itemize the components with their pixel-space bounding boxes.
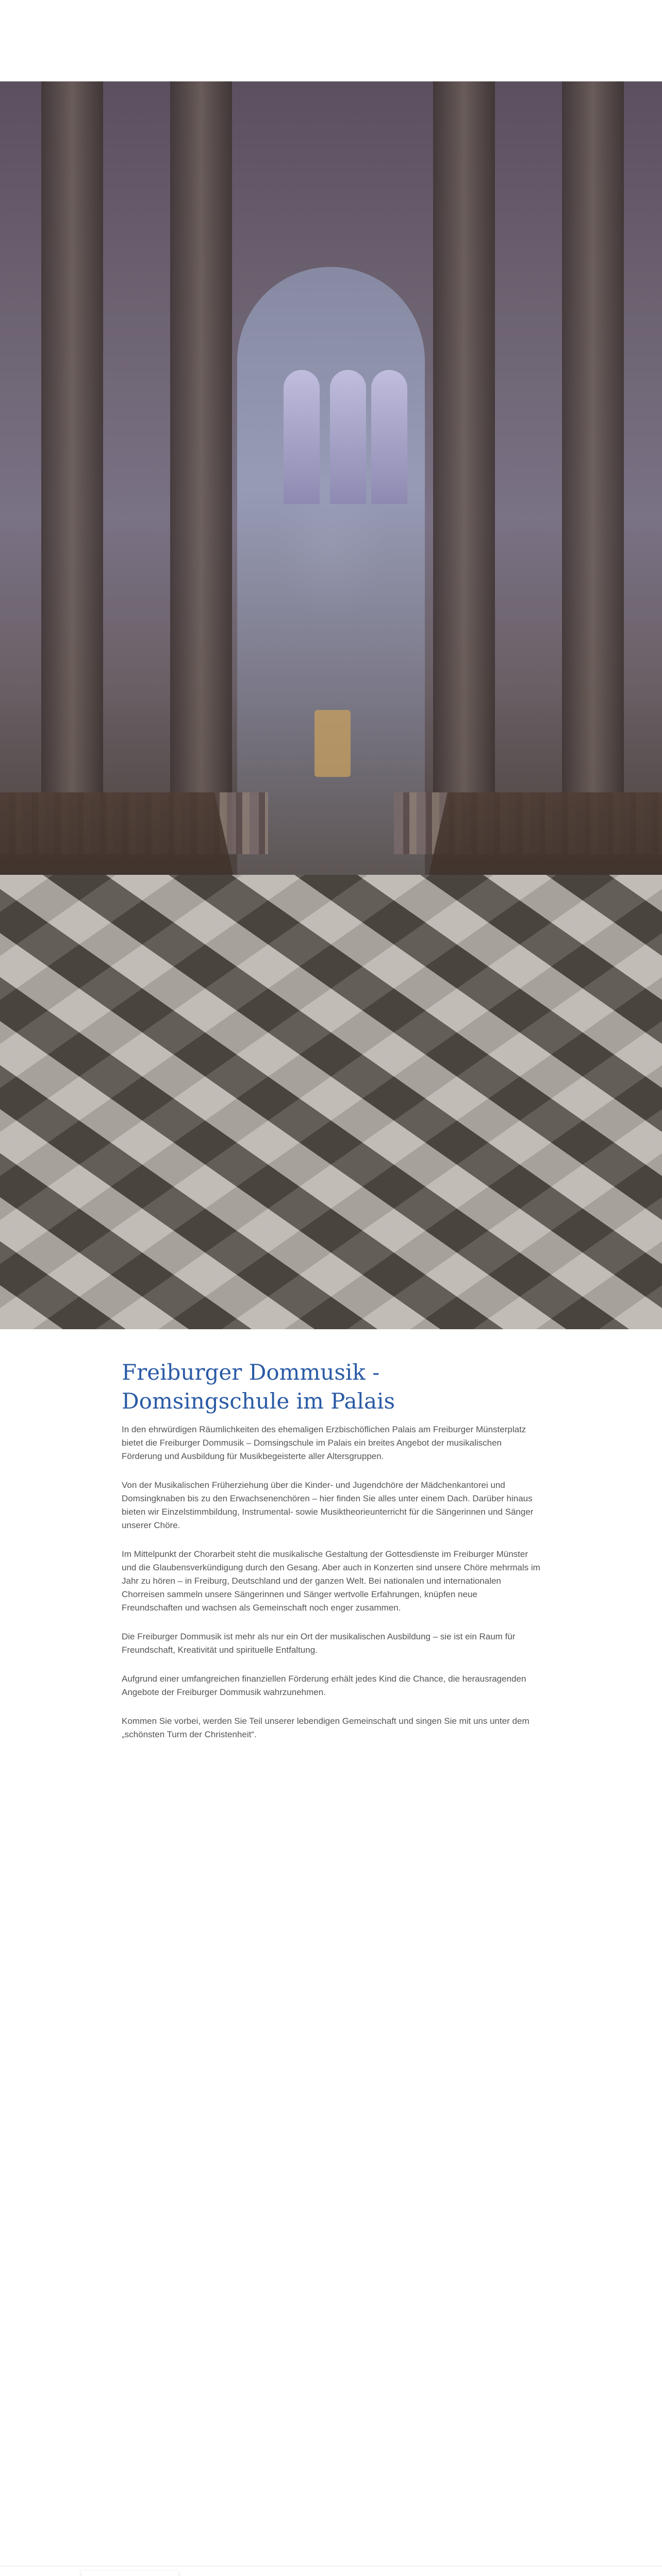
intro-paragraph: Von der Musikalischen Früherziehung über die Kinder- und Jugendchöre der Mädchenkantorei und Domsingknaben bis zu den Erwachsenenchören – hier finden Sie alles unter einem Dach. Darüber hinaus bieten wir Einzelstimmbildung, Instrumental- sowie Musiktheorieunterricht für die Sängerinnen und Sänger unserer Chöre. <box>122 1480 534 1530</box>
intro-paragraph: In den ehrwürdigen Räumlichkeiten des ehemaligen Erzbischöflichen Palais am Freiburger Münsterplatz bietet die Freiburger Dommusik – Domsingschule im Palais ein breites Angebot der musikalischen Förderung und Ausbildung für Musikbegeisterte aller Altersgruppen. <box>122 1425 526 1461</box>
pillar <box>41 81 103 854</box>
pillar <box>433 81 495 854</box>
intro-paragraph: Im Mittelpunkt der Chorarbeit steht die musikalische Gestaltung der Gottesdienste im Freiburger Münster und die Glaubensverkündigung durch den Gesang. Aber auch in Konzerten sind unsere Chöre mehrmals im Jahr zu hören – in Freiburg, Deutschland und der ganzen Welt. Bei nationalen und internationalen Chorreisen sammeln unsere Sängerinnen und Sänger wertvolle Erfahrungen, knüpfen neue Freundschaften und wachsen als Gemeinschaft noch enger zusammen. <box>122 1549 540 1613</box>
intro-paragraph: Aufgrund einer umfangreichen finanziellen Förderung erhält jedes Kind die Chance, die herausragenden Angebote der Freiburger Dommusik wahrzunehmen. <box>122 1674 526 1697</box>
intro-paragraph: Kommen Sie vorbei, werden Sie Teil unserer lebendigen Gemeinschaft und singen Sie mit uns unter dem „schönsten Turm der Christenheit“. <box>122 1716 529 1739</box>
intro-paragraph: Die Freiburger Dommusik ist mehr als nur ein Ort der musikalischen Ausbildung – sie ist ein Raum für Freundschaft, Kreativität und spirituelle Entfaltung. <box>122 1632 516 1655</box>
stained-glass-window <box>330 370 366 504</box>
checkered-floor <box>0 875 662 1329</box>
stained-glass-window <box>284 370 320 504</box>
altar <box>315 710 351 777</box>
hero-image <box>0 81 662 1329</box>
pillar <box>170 81 232 854</box>
intro-section <box>122 1358 540 1757</box>
page-title: Freiburger Dommusik - Domsingschule im Palais <box>122 1360 395 1414</box>
stained-glass-window <box>371 370 407 504</box>
pillar <box>562 81 624 854</box>
site-logo[interactable] <box>81 2571 178 2576</box>
